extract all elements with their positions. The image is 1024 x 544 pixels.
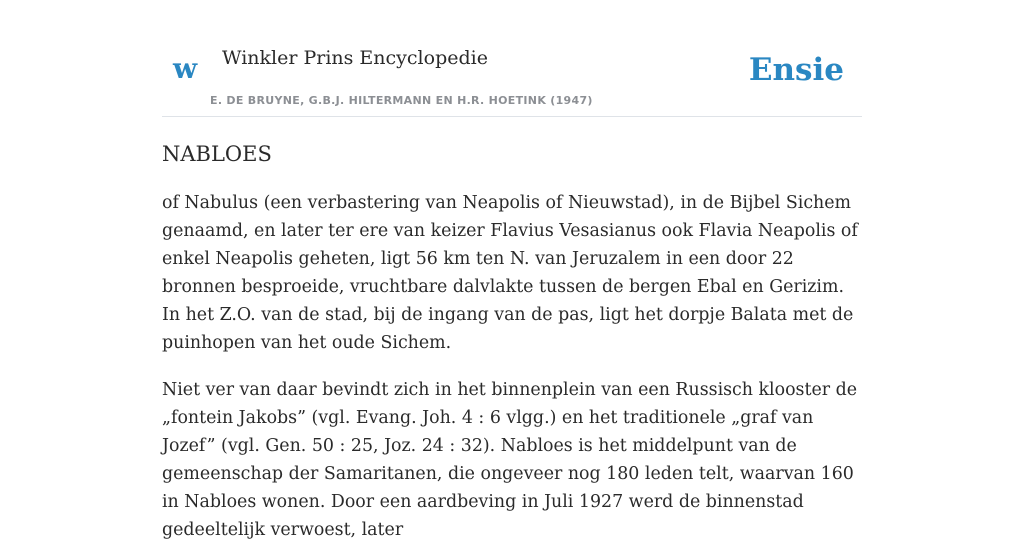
site-title[interactable]: Winkler Prins Encyclopedie <box>222 47 488 69</box>
site-header <box>162 0 862 117</box>
article <box>162 138 864 544</box>
brand-link[interactable]: Ensie <box>748 52 844 88</box>
article-headword: NABLOES <box>162 142 272 166</box>
site-logo[interactable]: w <box>173 52 198 85</box>
article-paragraph: Niet ver van daar bevindt zich in het binnenplein van een Russisch klooster de „fontein Jakobs” (vgl. Evang. Joh. 4 : 6 vlgg.) en het traditionele „graf van Jozef” (vgl. Gen. 50 : 25, Joz. 24 : 32). Nabloes is het middelpunt van de gemeenschap der Samaritanen, die ongeveer nog 180 leden telt, waarvan 160 in Nabloes wonen. Door een aardbeving in Juli 1927 werd de binnenstad gedeeltelijk verwoest, later <box>162 380 858 540</box>
article-paragraph: of Nabulus (een verbastering van Neapolis of Nieuwstad), in de Bijbel Sichem genaamd, en later ter ere van keizer Flavius Vesasianus ook Flavia Neapolis of enkel Neapolis geheten, ligt 56 km ten N. van Jeruzalem in een door 22 bronnen besproeide, vruchtbare dalvlakte tussen de bergen Ebal en Gerizim. In het Z.O. van de stad, bij de ingang van de pas, ligt het dorpje Balata met de puinhopen van het oude Sichem. <box>162 193 858 353</box>
site-subtitle: E. DE BRUYNE, G.B.J. HILTERMANN EN H.R. HOETINK (1947) <box>210 94 593 107</box>
